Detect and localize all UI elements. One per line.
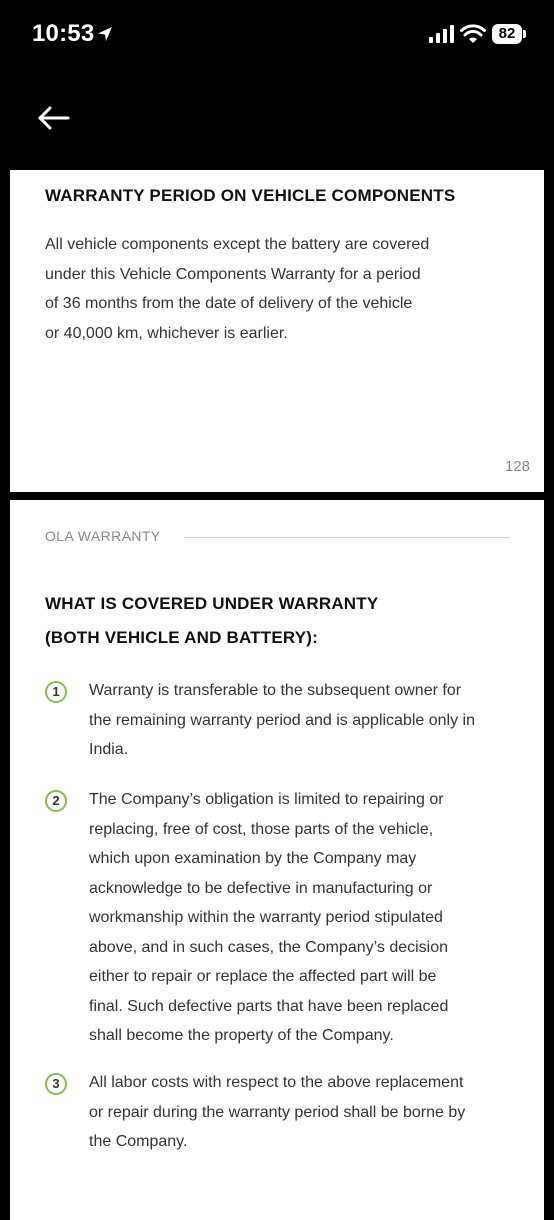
item-text	[89, 1068, 525, 1157]
status-bar	[0, 0, 554, 70]
item-line: replacing, free of cost, those parts of the vehicle,	[89, 820, 434, 838]
item-line: or repair during the warranty period shall be borne by	[89, 1103, 466, 1121]
number-badge: 2	[45, 790, 67, 812]
section-divider	[184, 537, 510, 538]
number-badge: 3	[45, 1073, 67, 1095]
body-line: All vehicle components except the battery are covered	[45, 236, 430, 253]
item-line: final. Such defective parts that have been replaced	[89, 997, 449, 1015]
item-text	[89, 676, 525, 765]
cellular-signal-icon	[428, 25, 456, 43]
page-number: 128	[504, 458, 530, 475]
item-line: the remaining warranty period and is applicable only in	[89, 711, 475, 729]
body-line: or 40,000 km, whichever is earlier.	[45, 324, 288, 342]
item-line: which upon examination by the Company may	[89, 850, 417, 867]
battery-level: 82	[498, 25, 516, 42]
item-text	[89, 785, 525, 1051]
battery-tip	[523, 30, 526, 38]
item-line: either to repair or replace the affected part will be	[89, 968, 437, 985]
status-time: 10:53	[32, 20, 95, 47]
back-button[interactable]	[34, 100, 74, 136]
back-arrow-icon	[34, 100, 74, 136]
location-arrow-icon	[96, 25, 114, 43]
item-line: shall become the property of the Company.	[89, 1027, 394, 1044]
item-line: Warranty is transferable to the subsequent owner for	[89, 682, 462, 699]
page-heading-line: (BOTH VEHICLE AND BATTERY):	[45, 628, 318, 647]
body-line: under this Vehicle Components Warranty for a period	[45, 265, 421, 283]
page-heading: WARRANTY PERIOD ON VEHICLE COMPONENTS	[45, 186, 456, 205]
item-line: the Company.	[89, 1133, 188, 1150]
document-page-next	[10, 500, 544, 1220]
number-badge: 1	[45, 681, 67, 703]
wifi-icon	[460, 24, 486, 44]
document-page-128	[10, 170, 544, 492]
item-line: above, and in such cases, the Company’s decision	[89, 938, 449, 956]
section-label: OLA WARRANTY	[45, 528, 161, 544]
body-line: of 36 months from the date of delivery of the vehicle	[45, 295, 413, 312]
item-line: workmanship within the warranty period stipulated	[89, 909, 443, 926]
item-line: India.	[89, 741, 129, 758]
item-line: The Company’s obligation is limited to repairing or	[89, 791, 444, 808]
battery-icon	[492, 24, 522, 44]
page-heading-line: WHAT IS COVERED UNDER WARRANTY	[45, 594, 379, 613]
item-line: acknowledge to be defective in manufacturing or	[89, 879, 433, 897]
item-line: All labor costs with respect to the above replacement	[89, 1074, 464, 1091]
